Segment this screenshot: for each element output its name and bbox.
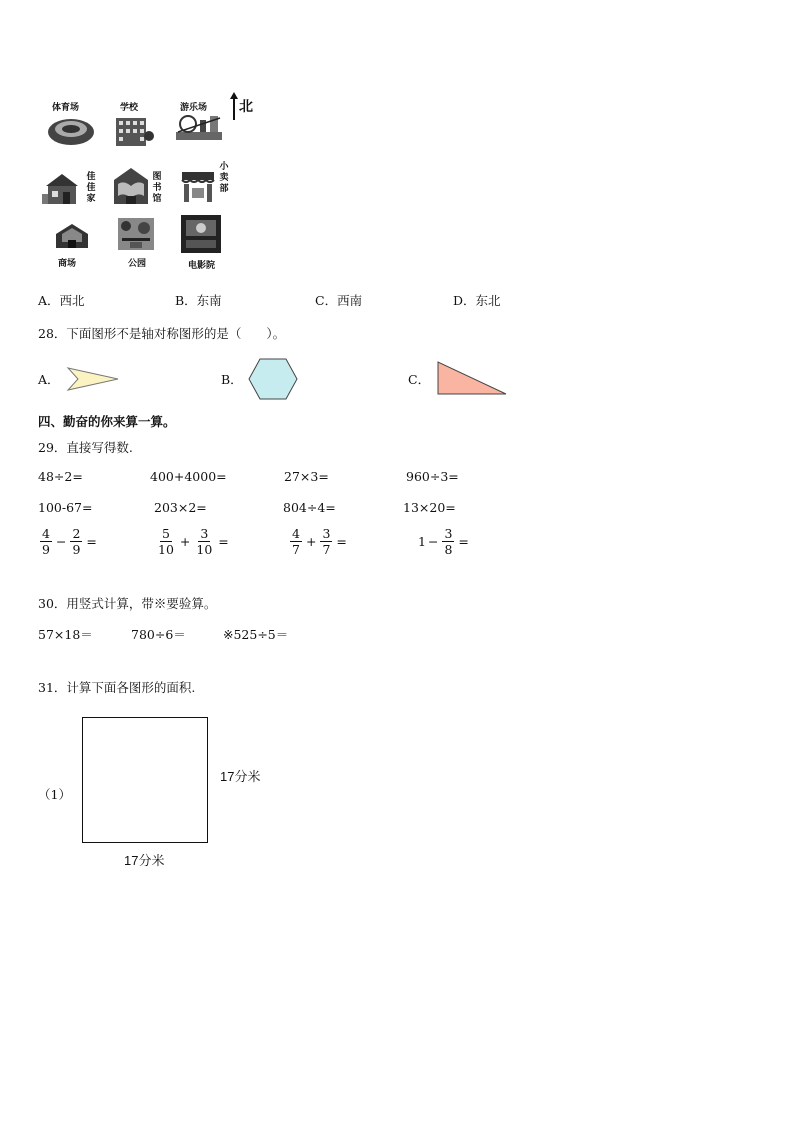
calc-item: 57×18＝ [38, 627, 93, 642]
part-label: （1） [38, 787, 71, 802]
map-label: 图书馆 [152, 172, 162, 204]
north-label: 北 [239, 99, 253, 115]
fraction-expression: 4 7 + $\frac{3}{7}$ = [292, 526, 347, 557]
cinema-icon [180, 214, 222, 254]
map-cell-jiajia-home [40, 166, 104, 224]
calc-item: 400+4000= [150, 469, 227, 484]
amusement-park-icon [176, 112, 222, 142]
map-label: 游乐场 [180, 103, 208, 113]
calc-item: ※525÷5＝ [223, 627, 289, 642]
calc-item: 100-67= [38, 500, 93, 515]
arrow-shape [66, 366, 120, 392]
q29-question: 29．直接写得数. [38, 440, 133, 455]
calc-item: 780÷6＝ [131, 627, 186, 642]
school-icon [114, 112, 154, 148]
map-cell-mall [44, 218, 108, 276]
map-label: 学校 [120, 103, 139, 113]
q28-question: 28．下面图形不是轴对称图形的是（ ）。 [38, 326, 286, 341]
q30-question: 30．用竖式计算，带※要验算。 [38, 596, 217, 611]
side-length-bottom: 17分米 [124, 853, 165, 868]
map-label: 佳佳家 [86, 172, 96, 204]
stadium-icon [46, 112, 96, 148]
map-label: 体育场 [52, 103, 80, 113]
fraction-expression: 4 9 − $\frac{2}{9}$ = [42, 526, 97, 557]
fraction-expression: 1 − $\frac{3}{8}$ = [418, 526, 469, 557]
q28-option-c-label: C． [408, 372, 431, 387]
map-cell-amusement-park [176, 100, 240, 158]
mall-icon [52, 222, 92, 252]
calc-item: 804÷4= [283, 500, 336, 515]
map-cell-park [110, 216, 174, 274]
map-label: 小卖部 [219, 162, 229, 194]
q27-option-c: C．西南 [315, 293, 363, 308]
right-triangle-shape [437, 361, 507, 395]
map-cell-library [110, 164, 174, 222]
calc-item: 203×2= [154, 500, 207, 515]
map-cell-school [110, 100, 174, 158]
q27-option-d: D．东北 [453, 293, 501, 308]
q27-option-b: B．东南 [175, 293, 222, 308]
section-title: 四、勤奋的你来算一算。 [38, 414, 176, 429]
map-cell-cinema [176, 214, 240, 272]
shop-icon [180, 170, 216, 204]
fraction-expression: 5 10 + $\frac{3}{10}$ = [158, 526, 229, 557]
calc-item: 48÷2= [38, 469, 83, 484]
q31-question: 31．计算下面各图形的面积. [38, 680, 196, 695]
hexagon-shape [248, 358, 298, 400]
q28-option-a-label: A． [38, 372, 60, 387]
q28-option-b-label: B． [221, 372, 243, 387]
map-label: 电影院 [188, 261, 216, 271]
map-label: 公园 [128, 259, 147, 269]
library-icon [112, 166, 150, 206]
calc-item: 27×3= [284, 469, 329, 484]
house-icon [42, 170, 84, 206]
map-cell-stadium [44, 100, 108, 158]
map-label: 商场 [58, 259, 77, 269]
park-icon [116, 216, 156, 252]
q27-option-a: A．西北 [38, 293, 85, 308]
calc-item: 13×20= [403, 500, 456, 515]
square-shape [82, 717, 208, 843]
calc-item: 960÷3= [406, 469, 459, 484]
side-length-right: 17分米 [220, 769, 261, 784]
